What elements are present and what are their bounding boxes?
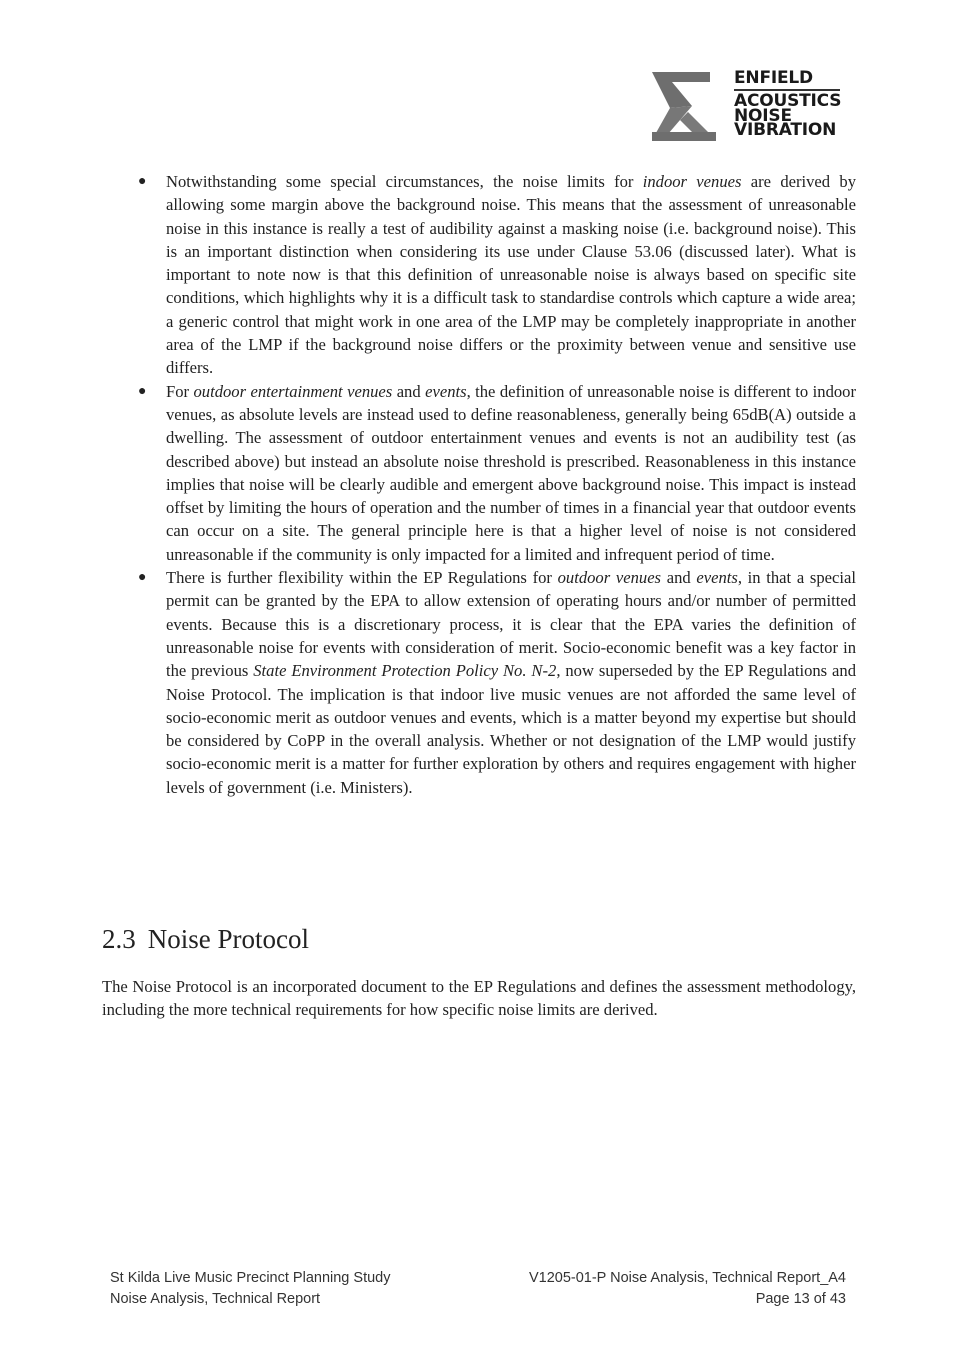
footer-document-reference: V1205-01-P Noise Analysis, Technical Report_A4 (528, 1270, 846, 1286)
footer-report-title: Noise Analysis, Technical Report (110, 1291, 321, 1307)
section-body-paragraph: The Noise Protocol is an incorporated document to the EP Regulations and defines the assessment methodology, including the more technical requirements for how specific noise limits are derived. (102, 977, 856, 1020)
logo-line-vibration: VIBRATION (734, 120, 837, 140)
section-heading (102, 924, 309, 955)
bullet-icon: ● (138, 383, 147, 399)
footer-left (110, 1268, 390, 1310)
bullet-item-outdoor-venues: ● For outdoor entertainment venues and events, the definition of unreasonable noise is different to indoor venues, as absolute levels are instead used to define reasonableness, generally being 65dB(A) outside a dwelling. The assessment of outdoor entertainment venues and events is not an audibility test (as described above) but instead an absolute noise threshold is prescribed. Reasonableness in this instance implies that noise will be clearly audible and emergent above background noise. This impact is instead offset by limiting the hours of operation and the number of times in a financial year that outdoor events can occur on a site. The general principle here is that a higher level of noise is not considered unreasonable if the community is only impacted for a limited and infrequent period of time. (138, 381, 856, 564)
footer-page-number: Page 13 of 43 (755, 1291, 846, 1307)
logo-wordmark (734, 70, 841, 138)
footer-right (529, 1268, 846, 1310)
section-number: 2.3 (102, 924, 136, 954)
section-title: Noise Protocol (147, 924, 309, 954)
bullet-item-flexibility: ● There is further flexibility within the EP Regulations for outdoor venues and events, in that a special permit can be granted by the EPA to allow extension of operating hours and/or number of permitted events. Because this is a discretionary process, it is clear that the EPA varies the definition of unreasonable noise for events with consideration of merit. Socio-economic benefit was a key factor in the previous State Environment Protection Policy No. N-2, now superseded by the EP Regulations and Noise Protocol. The implication is that indoor live music venues are not afforded the same level of socio-economic merit as outdoor venues and events, which is a matter beyond my expertise but should be considered by CoPP in the overall analysis. Whether or not designation of the LMP would justify socio-economic merit is a matter for further exploration by others and requires engagement with higher levels of government (i.e. Ministers). (138, 568, 856, 797)
footer-project-title: St Kilda Live Music Precinct Planning Study (110, 1270, 391, 1286)
logo-line-acoustics: ACOUSTICS (734, 91, 842, 111)
sigma-icon (648, 68, 718, 146)
company-logo (648, 68, 848, 146)
logo-line-enfield: ENFIELD (734, 70, 840, 91)
logo-line-noise: NOISE (734, 105, 792, 126)
bullet-list (102, 170, 856, 799)
bullet-list-section (102, 170, 856, 799)
bullet-icon: ● (138, 174, 147, 189)
bullet-item-indoor-venues: ● Notwithstanding some special circumstances, the noise limits for indoor venues are derived by allowing some margin above the background noise. This means that the assessment of unreasonable noise in this instance is really a test of audibility against a masking noise (i.e. background noise). This is an important distinction when considering its use under Clause 53.06 (discussed later). What is important to note now is that this definition of unreasonable noise is always based on specific site conditions, which highlights why it is a difficult task to standardise controls which capture a wide area; a generic control that might work in one area of the LMP may be completely inappropriate in another area of the LMP if the background noise differs or the proximity between venue and sensitive use differs. (138, 172, 856, 378)
bullet-icon: ● (138, 570, 147, 586)
